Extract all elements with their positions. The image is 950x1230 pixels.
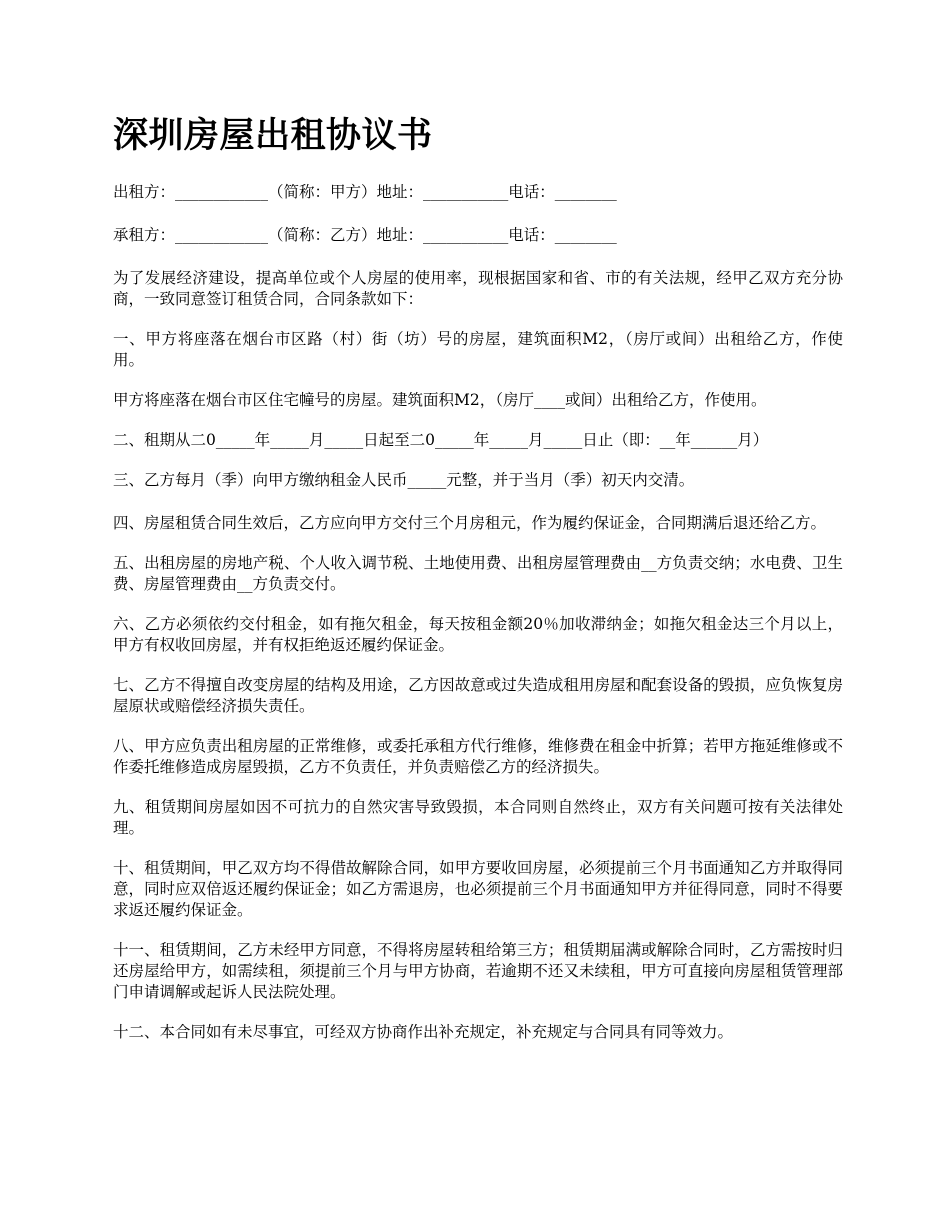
document-page [113,112,843,1065]
clause-9-force-majeure: 九、租赁期间房屋如因不可抗力的自然灾害导致毁损，本合同则自然终止，双方有关问题可按有关法律处理。 [113,798,843,837]
clause-11-sublease: 十一、租赁期间，乙方未经甲方同意，不得将房屋转租给第三方；租赁期届满或解除合同时，乙方需按时归还房屋给甲方，如需续租，须提前三个月与甲方协商，若逾期不还又未续租，甲方可直接向房屋租赁管理部门申请调解或起诉人民法院处理。 [113,941,843,1001]
clause-3-rent: 三、乙方每月（季）向甲方缴纳租金人民币_____元整，并于当月（季）初天内交清。 [113,471,695,489]
preamble-paragraph: 为了发展经济建设，提高单位或个人房屋的使用率，现根据国家和省、市的有关法规，经甲乙双方充分协商，一致同意签订租赁合同，合同条款如下： [113,269,843,308]
clause-2-term: 二、租期从二0_____年_____月_____日起至二0_____年_____月_____日止（即：__年______月） [113,431,769,449]
clause-12-supplement: 十二、本合同如有未尽事宜，可经双方协商作出补充规定，补充规定与合同具有同等效力。 [113,1023,734,1041]
clause-5-fees: 五、出租房屋的房地产税、个人收入调节税、土地使用费、出租房屋管理费由__方负责交纳；水电费、卫生费、房屋管理费由__方负责交付。 [113,554,843,593]
clause-1-alt: 甲方将座落在烟台市区住宅幢号的房屋。建筑面积M2，（房厅____或间）出租给乙方，作使用。 [113,391,767,409]
document-title: 深圳房屋出租协议书 [113,115,433,156]
lessee-info-line: 承租方：____________（简称：乙方）地址：___________电话：________ [113,226,617,244]
clause-8-maintenance: 八、甲方应负责出租房屋的正常维修，或委托承租方代行维修，维修费在租金中折算；若甲方拖延维修或不作委托维修造成房屋毁损，乙方不负责任，并负责赔偿乙方的经济损失。 [113,737,843,776]
clause-4-deposit: 四、房屋租赁合同生效后，乙方应向甲方交付三个月房租元，作为履约保证金，合同期满后退还给乙方。 [113,514,827,532]
clause-10-termination: 十、租赁期间，甲乙双方均不得借故解除合同，如甲方要收回房屋，必须提前三个月书面通知乙方并取得同意，同时应双倍返还履约保证金；如乙方需退房，也必须提前三个月书面通知甲方并征得同意，同时不得要求返还履约保证金。 [113,859,843,919]
clause-7-damage: 七、乙方不得擅自改变房屋的结构及用途，乙方因故意或过失造成租用房屋和配套设备的毁损，应负恢复房屋原状或赔偿经济损失责任。 [113,676,843,715]
lessor-info-line: 出租方：____________（简称：甲方）地址：___________电话：________ [113,183,617,201]
clause-6-late-payment: 六、乙方必须依约交付租金，如有拖欠租金，每天按租金额20％加收滞纳金；如拖欠租金达三个月以上，甲方有权收回房屋，并有权拒绝返还履约保证金。 [113,615,843,654]
clause-1: 一、甲方将座落在烟台市区路（村）街（坊）号的房屋，建筑面积M2，（房厅或间）出租给乙方，作使用。 [113,330,843,369]
